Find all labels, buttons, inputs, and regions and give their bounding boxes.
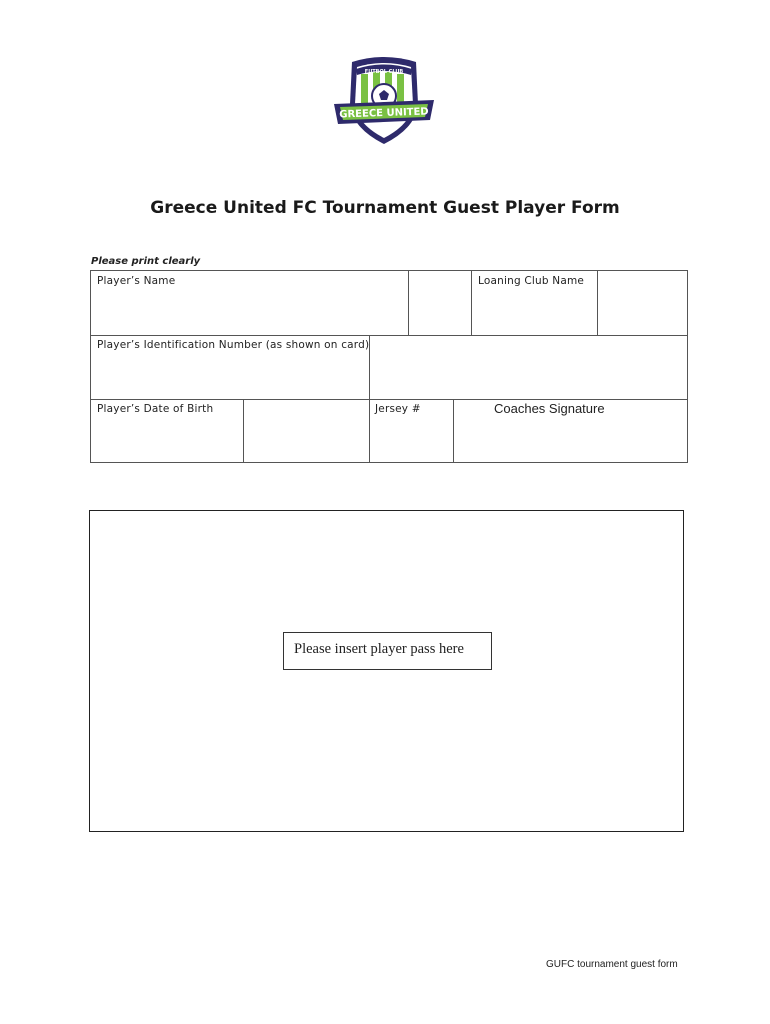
player-name-field[interactable] — [91, 289, 407, 335]
coach-signature-field[interactable] — [454, 419, 687, 462]
row-divider-2 — [91, 399, 687, 400]
print-instruction: Please print clearly — [91, 256, 201, 267]
player-id-label: Player’s Identification Number (as shown on card) — [97, 339, 370, 351]
player-pass-frame — [89, 510, 684, 832]
dob-label: Player’s Date of Birth — [97, 403, 214, 415]
loaning-club-field[interactable] — [472, 289, 597, 335]
dob-field[interactable] — [244, 400, 369, 462]
loaning-club-label: Loaning Club Name — [478, 275, 585, 287]
coach-signature-label: Coaches Signature — [494, 401, 605, 416]
player-name-label: Player’s Name — [97, 275, 176, 287]
loaning-club-extra-field[interactable] — [598, 271, 687, 335]
footer-text: GUFC tournament guest form — [546, 959, 678, 970]
form-title: Greece United FC Tournament Guest Player Form — [150, 198, 620, 218]
player-id-field[interactable] — [370, 336, 687, 399]
jersey-field[interactable] — [370, 417, 453, 462]
player-pass-label: Please insert player pass here — [294, 641, 464, 657]
jersey-label: Jersey # — [375, 403, 421, 415]
logo-banner-text: GREECE UNITED — [339, 106, 429, 121]
greece-united-logo — [330, 52, 438, 148]
player-pass-placeholder[interactable] — [283, 632, 492, 670]
player-name-extra-field[interactable] — [409, 271, 471, 335]
logo-top-text: FUTBOL CLUB — [364, 69, 404, 75]
player-info-table — [90, 270, 688, 463]
